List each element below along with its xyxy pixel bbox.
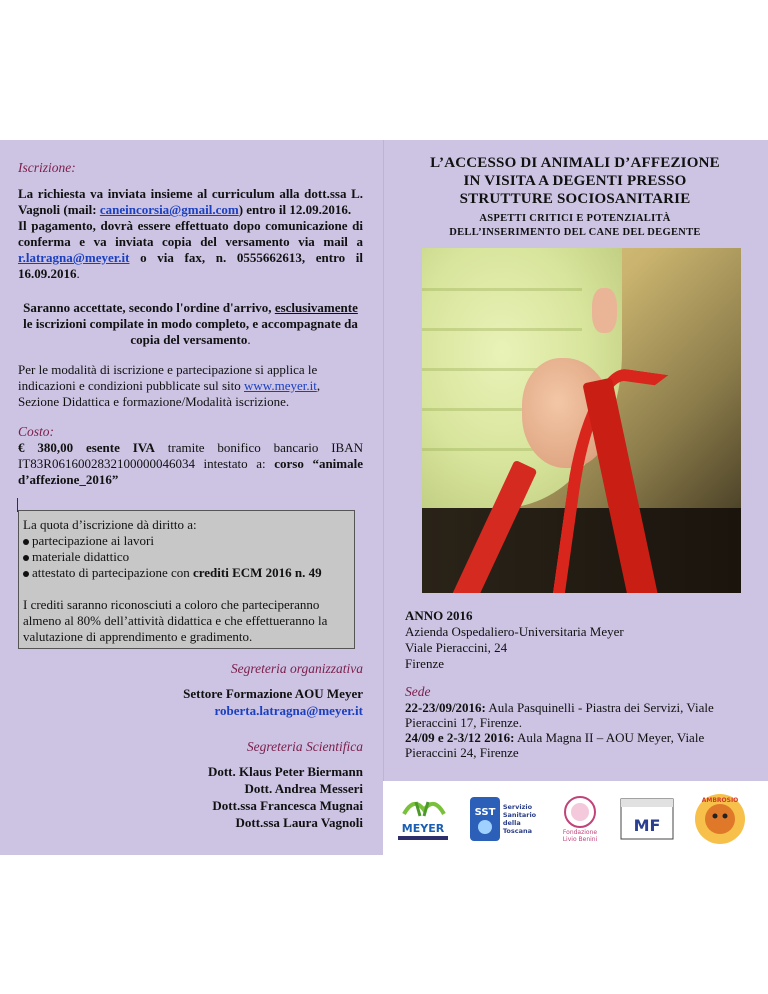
photo-fingers	[592, 288, 617, 333]
ambrosio-logo-graphic	[691, 792, 749, 846]
seg-org-name: Settore Formazione AOU Meyer	[183, 686, 363, 701]
modalita-text-2: , Sezione Didattica e formazione/Modalità iscrizione.	[18, 378, 321, 409]
accept-paragraph	[18, 300, 363, 348]
sst-line: della	[502, 819, 521, 827]
meyer-logo	[392, 790, 454, 848]
left-panel	[18, 160, 363, 488]
title-line: IN VISITA A DEGENTI PRESSO	[463, 173, 687, 189]
citta: Firenze	[405, 656, 444, 671]
accept-underline: esclusivamente	[274, 300, 358, 315]
costo-causale: corso “animale d’affezione_2016”	[18, 456, 364, 487]
costo-iban: tramite bonifico bancario IBAN IT83R0616002832100000046034 intestato a:	[18, 440, 363, 471]
livio-text	[563, 829, 598, 843]
para1-text: La richiesta va inviata insieme al curriculum alla dott.ssa L. Vagnoli (mail:	[18, 186, 363, 217]
livio-benini-emblem	[563, 795, 597, 829]
quota-item-label: materiale didattico	[32, 549, 130, 564]
email-link-vagnoli[interactable]: caneincorsia@gmail.com	[99, 202, 239, 217]
para2-text: Il pagamento, dovrà essere effettuato dopo comunicazione di conferma e va inviata copia del versamento via mail a	[18, 218, 363, 249]
quota-intro: La quota d’iscrizione dà diritto a:	[23, 517, 197, 532]
subtitle-line: DELL’INSERIMENTO DEL CANE DEL DEGENTE	[449, 227, 701, 238]
segreteria-scientifica	[23, 738, 363, 831]
costo-paragraph	[18, 440, 363, 488]
via: Viale Pieraccini, 24	[405, 640, 508, 655]
accept-period: .	[247, 332, 251, 347]
sponsor-logos	[392, 790, 762, 848]
sede-text: Aula Magna II – AOU Meyer, Viale Pieraccini 24, Firenze	[405, 730, 705, 760]
sst-logo	[468, 790, 538, 848]
iscrizione-heading: Iscrizione:	[18, 160, 76, 175]
meyer-site-link[interactable]: www.meyer.it	[244, 378, 317, 393]
quota-item-label: partecipazione ai lavori	[32, 533, 154, 548]
accept-text-2: le iscrizioni compilate in modo completo, e accompagnate da copia del versamento	[23, 316, 358, 347]
bullet-icon	[23, 555, 29, 561]
quota-item	[23, 533, 350, 549]
costo-amount: € 380,00 esente IVA	[18, 440, 155, 455]
seg-sci-name: Dott.ssa Francesca Mugnai	[212, 798, 363, 813]
email-link-latragna[interactable]: r.latragna@meyer.it	[18, 250, 130, 265]
para1-text-end: ) entro il 12.09.2016.	[238, 202, 352, 217]
photo-stripe	[422, 288, 582, 291]
modalita-paragraph	[18, 362, 363, 410]
sst-logo-graphic	[470, 797, 500, 841]
anno-label: ANNO 2016	[405, 608, 473, 623]
fold-divider	[383, 140, 384, 855]
child-leash-photo	[422, 248, 741, 593]
sst-line: Servizio	[502, 803, 533, 811]
crediti-text: I crediti saranno riconosciuti a coloro che parteciperanno almeno al 80% dell’attività didattica e che effettueranno la valutazione di apprendimento e gradimento.	[23, 597, 328, 644]
para2-text-end: o via fax, n. 0555662613, entro il 16.09.2016	[18, 250, 363, 281]
livio-line: Livio Benini	[562, 836, 598, 843]
ambrosio-text: AMBROSIO	[701, 797, 739, 804]
livio-line: Fondazione	[562, 829, 598, 836]
brochure-title	[400, 154, 750, 208]
mf-text: MF	[633, 816, 661, 835]
livio-benini-logo	[550, 790, 610, 848]
sst-line: Sanitario	[502, 811, 537, 819]
brochure-subtitle	[400, 212, 750, 240]
seg-org-heading: Segreteria organizzativa	[230, 661, 363, 676]
seg-sci-name: Dott. Andrea Messeri	[244, 781, 363, 796]
seg-sci-name: Dott.ssa Laura Vagnoli	[235, 815, 363, 830]
meyer-logo-text: MEYER	[401, 822, 445, 835]
costo-heading: Costo:	[18, 424, 55, 439]
ambrosio-logo	[688, 790, 752, 848]
seg-sci-name: Dott. Klaus Peter Biermann	[207, 764, 363, 779]
bullet-icon	[23, 571, 29, 577]
quota-ecm: crediti ECM 2016 n. 49	[192, 565, 322, 580]
meyer-logo-graphic	[394, 794, 452, 844]
bullet-icon	[23, 539, 29, 545]
quota-item	[23, 549, 350, 565]
sede-date: 22-23/09/2016:	[405, 700, 486, 715]
quota-item	[23, 565, 350, 581]
sede-date: 24/09 e 2-3/12 2016:	[405, 730, 515, 745]
accept-text: Saranno accettate, secondo l'ordine d'arrivo,	[23, 300, 275, 315]
seg-sci-heading: Segreteria Scientifica	[246, 739, 363, 754]
para2-period: .	[76, 266, 80, 281]
title-line: L’ACCESSO DI ANIMALI D’AFFEZIONE	[430, 155, 720, 171]
sst-line: Toscana	[502, 827, 532, 835]
modalita-text: Per le modalità di iscrizione e partecipazione si applica le indicazioni e condizioni pubblicate sul sito	[18, 362, 318, 393]
quota-box	[18, 510, 355, 649]
mf-logo	[614, 790, 680, 848]
title-line: STRUTTURE SOCIOSANITARIE	[459, 191, 691, 207]
anno-block	[405, 608, 755, 672]
azienda: Azienda Ospedaliero-Universitaria Meyer	[405, 624, 624, 639]
subtitle-line: ASPETTI CRITICI E POTENZIALITÀ	[479, 213, 671, 224]
segreteria-organizzativa	[23, 660, 363, 719]
sede-text: Aula Pasquinelli - Piastra dei Servizi, Viale Pieraccini 17, Firenze.	[405, 700, 714, 730]
mf-logo-graphic	[619, 797, 675, 841]
iscrizione-paragraph	[18, 186, 363, 282]
seg-org-email[interactable]: roberta.latragna@meyer.it	[214, 703, 363, 718]
sede-heading: Sede	[405, 684, 431, 699]
sede-block	[405, 700, 755, 760]
quota-item-label: attestato di partecipazione con	[32, 565, 193, 580]
photo-stripe	[422, 328, 582, 331]
sst-abbr: SST	[474, 807, 496, 818]
sst-text	[503, 803, 536, 835]
